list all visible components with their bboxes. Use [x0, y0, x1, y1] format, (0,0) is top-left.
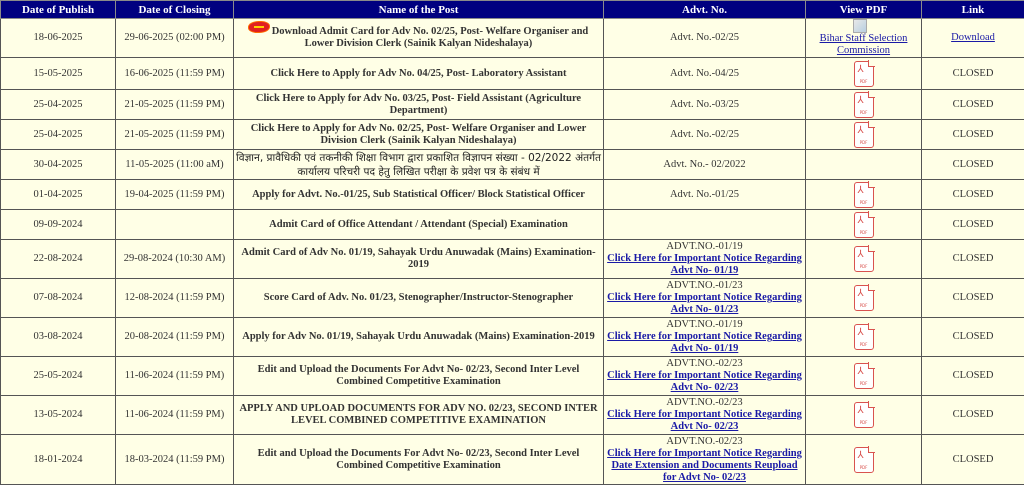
status-closed: CLOSED [922, 318, 1024, 357]
publish-date: 15-05-2025 [1, 58, 116, 90]
status-closed: CLOSED [922, 396, 1024, 435]
advt-no [604, 210, 806, 240]
publish-date: 03-08-2024 [1, 318, 116, 357]
pdf-icon[interactable]: ⅄ PDF [854, 363, 874, 389]
pdf-icon[interactable]: ⅄ PDF [854, 92, 874, 118]
status-closed: CLOSED [922, 58, 1024, 90]
broken-image-icon [853, 19, 867, 33]
post-name[interactable]: Apply for Adv No. 01/19, Sahayak Urdu Anuwadak (Mains) Examination-2019 [234, 318, 604, 357]
closing-date: 11-06-2024 (11:59 PM) [116, 357, 234, 396]
table-row [1, 318, 1024, 357]
closing-date: 21-05-2025 (11:59 PM) [116, 120, 234, 150]
publish-date: 09-09-2024 [1, 210, 116, 240]
status-closed: CLOSED [922, 357, 1024, 396]
important-notice-link[interactable]: Click Here for Important Notice Regarding Advt No- 02/23 [606, 409, 803, 433]
advt-no-cell [604, 279, 806, 318]
publish-date: 25-05-2024 [1, 357, 116, 396]
post-name[interactable]: विज्ञान, प्रावैधिकी एवं तकनीकी शिक्षा विभाग द्वारा प्रकाशित विज्ञापन संख्या - 02/2022 अंतर्गत कार्यालय परिचरी पद हेतु लिखित परीक्षा के प्रवेश पत्र के संबंध में [234, 150, 604, 180]
status-closed: CLOSED [922, 90, 1024, 120]
pdf-icon[interactable]: ⅄ PDF [854, 212, 874, 238]
post-name[interactable]: APPLY AND UPLOAD DOCUMENTS FOR ADV NO. 02/23, SECOND INTER LEVEL COMBINED COMPETITIVE EXAMINATION [234, 396, 604, 435]
pdf-cell [806, 210, 922, 240]
advt-no: ADVT.NO.-02/23 [606, 358, 803, 370]
publish-date: 13-05-2024 [1, 396, 116, 435]
advt-no-cell [604, 396, 806, 435]
pdf-cell [806, 357, 922, 396]
publish-date: 30-04-2025 [1, 150, 116, 180]
advt-no: ADVT.NO.-01/19 [606, 319, 803, 331]
closing-date: 11-05-2025 (11:00 aM) [116, 150, 234, 180]
publish-date: 01-04-2025 [1, 180, 116, 210]
closing-date: 21-05-2025 (11:59 PM) [116, 90, 234, 120]
post-name[interactable]: Click Here to Apply for Adv No. 04/25, Post- Laboratory Assistant [234, 58, 604, 90]
status-closed: CLOSED [922, 435, 1024, 485]
header-name-of-post: Name of the Post [234, 1, 604, 19]
pdf-icon[interactable]: ⅄ PDF [854, 402, 874, 428]
table-row [1, 19, 1024, 58]
closing-date: 19-04-2025 (11:59 PM) [116, 180, 234, 210]
publish-date: 18-01-2024 [1, 435, 116, 485]
download-link[interactable]: Download [951, 32, 995, 43]
pdf-cell [806, 90, 922, 120]
table-row [1, 279, 1024, 318]
table-row [1, 150, 1024, 180]
closing-date: 11-06-2024 (11:59 PM) [116, 396, 234, 435]
publish-date: 22-08-2024 [1, 240, 116, 279]
closing-date: 20-08-2024 (11:59 PM) [116, 318, 234, 357]
header-date-of-publish: Date of Publish [1, 1, 116, 19]
advt-no: Advt. No.- 02/2022 [604, 150, 806, 180]
closing-date: 29-08-2024 (10:30 AM) [116, 240, 234, 279]
post-name[interactable]: Admit Card of Office Attendant / Attendant (Special) Examination [234, 210, 604, 240]
table-row [1, 240, 1024, 279]
post-name[interactable]: Edit and Upload the Documents For Advt No- 02/23, Second Inter Level Combined Competitive Examination [234, 357, 604, 396]
advt-no: Advt. No.-02/25 [604, 19, 806, 58]
advt-no-cell [604, 357, 806, 396]
status-closed: CLOSED [922, 210, 1024, 240]
link-cell [922, 19, 1024, 58]
post-name[interactable]: Score Card of Adv. No. 01/23, Stenographer/Instructor-Stenographer [234, 279, 604, 318]
table-row [1, 396, 1024, 435]
advt-no: ADVT.NO.-02/23 [606, 436, 803, 448]
post-name[interactable]: Admit Card of Adv No. 01/19, Sahayak Urdu Anuwadak (Mains) Examination-2019 [234, 240, 604, 279]
header-link: Link [922, 1, 1024, 19]
closing-date: 18-03-2024 (11:59 PM) [116, 435, 234, 485]
important-notice-link[interactable]: Click Here for Important Notice Regarding Advt No- 01/19 [606, 253, 803, 277]
header-advt-no: Advt. No. [604, 1, 806, 19]
header-date-of-closing: Date of Closing [116, 1, 234, 19]
advt-no: ADVT.NO.-01/19 [606, 241, 803, 253]
table-row [1, 58, 1024, 90]
advt-no: Advt. No.-01/25 [604, 180, 806, 210]
post-name-cell [234, 19, 604, 58]
table-row [1, 180, 1024, 210]
table-row [1, 357, 1024, 396]
pdf-icon[interactable]: ⅄ PDF [854, 324, 874, 350]
advt-no: Advt. No.-04/25 [604, 58, 806, 90]
status-closed: CLOSED [922, 279, 1024, 318]
advt-no-cell [604, 435, 806, 485]
closing-date: 29-06-2025 (02:00 PM) [116, 19, 234, 58]
closing-date [116, 210, 234, 240]
advt-no: ADVT.NO.-01/23 [606, 280, 803, 292]
advt-no: Advt. No.-03/25 [604, 90, 806, 120]
important-notice-link[interactable]: Click Here for Important Notice Regarding Date Extension and Documents Reupload for Advt No- 02/23 [606, 448, 803, 484]
pdf-icon[interactable]: ⅄ PDF [854, 285, 874, 311]
advt-no: ADVT.NO.-02/23 [606, 397, 803, 409]
pdf-cell [806, 240, 922, 279]
advt-no-cell [604, 318, 806, 357]
pdf-icon[interactable]: ⅄ PDF [854, 182, 874, 208]
publish-date: 07-08-2024 [1, 279, 116, 318]
post-name[interactable]: Edit and Upload the Documents For Advt No- 02/23, Second Inter Level Combined Competitive Examination [234, 435, 604, 485]
post-name[interactable]: Download Admit Card for Adv No. 02/25, Post- Welfare Organiser and Lower Division Clerk (Sainik Kalyan Nideshalaya) [272, 26, 589, 49]
new-badge-icon [249, 22, 269, 32]
table-header-row [1, 1, 1024, 19]
status-closed: CLOSED [922, 180, 1024, 210]
table-row [1, 210, 1024, 240]
advt-no-cell [604, 240, 806, 279]
header-view-pdf: View PDF [806, 1, 922, 19]
post-name[interactable]: Click Here to Apply for Adv No. 03/25, Post- Field Assistant (Agriculture Department) [234, 90, 604, 120]
pdf-icon[interactable]: ⅄ PDF [854, 246, 874, 272]
post-name[interactable]: Click Here to Apply for Adv No. 02/25, Post- Welfare Organiser and Lower Division Clerk (Sainik Kalyan Nideshalaya) [234, 120, 604, 150]
important-notice-link[interactable]: Click Here for Important Notice Regarding Advt No- 01/19 [606, 331, 803, 355]
closing-date: 16-06-2025 (11:59 PM) [116, 58, 234, 90]
pdf-cell [806, 58, 922, 90]
pdf-icon[interactable]: ⅄ PDF [854, 447, 874, 473]
bssc-pdf-link[interactable]: Bihar Staff Selection Commission [808, 33, 919, 57]
status-closed: CLOSED [922, 120, 1024, 150]
advt-no: Advt. No.-02/25 [604, 120, 806, 150]
status-closed: CLOSED [922, 240, 1024, 279]
pdf-icon[interactable]: ⅄ PDF [854, 61, 874, 87]
pdf-cell [806, 279, 922, 318]
status-closed: CLOSED [922, 150, 1024, 180]
pdf-icon[interactable]: ⅄ PDF [854, 122, 874, 148]
pdf-cell [806, 435, 922, 485]
important-notice-link[interactable]: Click Here for Important Notice Regarding Advt No- 01/23 [606, 292, 803, 316]
publish-date: 18-06-2025 [1, 19, 116, 58]
table-row [1, 120, 1024, 150]
important-notice-link[interactable]: Click Here for Important Notice Regarding Advt No- 02/23 [606, 370, 803, 394]
table-row [1, 435, 1024, 485]
pdf-cell [806, 180, 922, 210]
pdf-cell [806, 396, 922, 435]
publish-date: 25-04-2025 [1, 90, 116, 120]
pdf-cell [806, 318, 922, 357]
pdf-cell [806, 19, 922, 58]
post-name[interactable]: Apply for Advt. No.-01/25, Sub Statistical Officer/ Block Statistical Officer [234, 180, 604, 210]
pdf-cell-empty [806, 150, 922, 180]
closing-date: 12-08-2024 (11:59 PM) [116, 279, 234, 318]
pdf-cell [806, 120, 922, 150]
publish-date: 25-04-2025 [1, 120, 116, 150]
table-row [1, 90, 1024, 120]
